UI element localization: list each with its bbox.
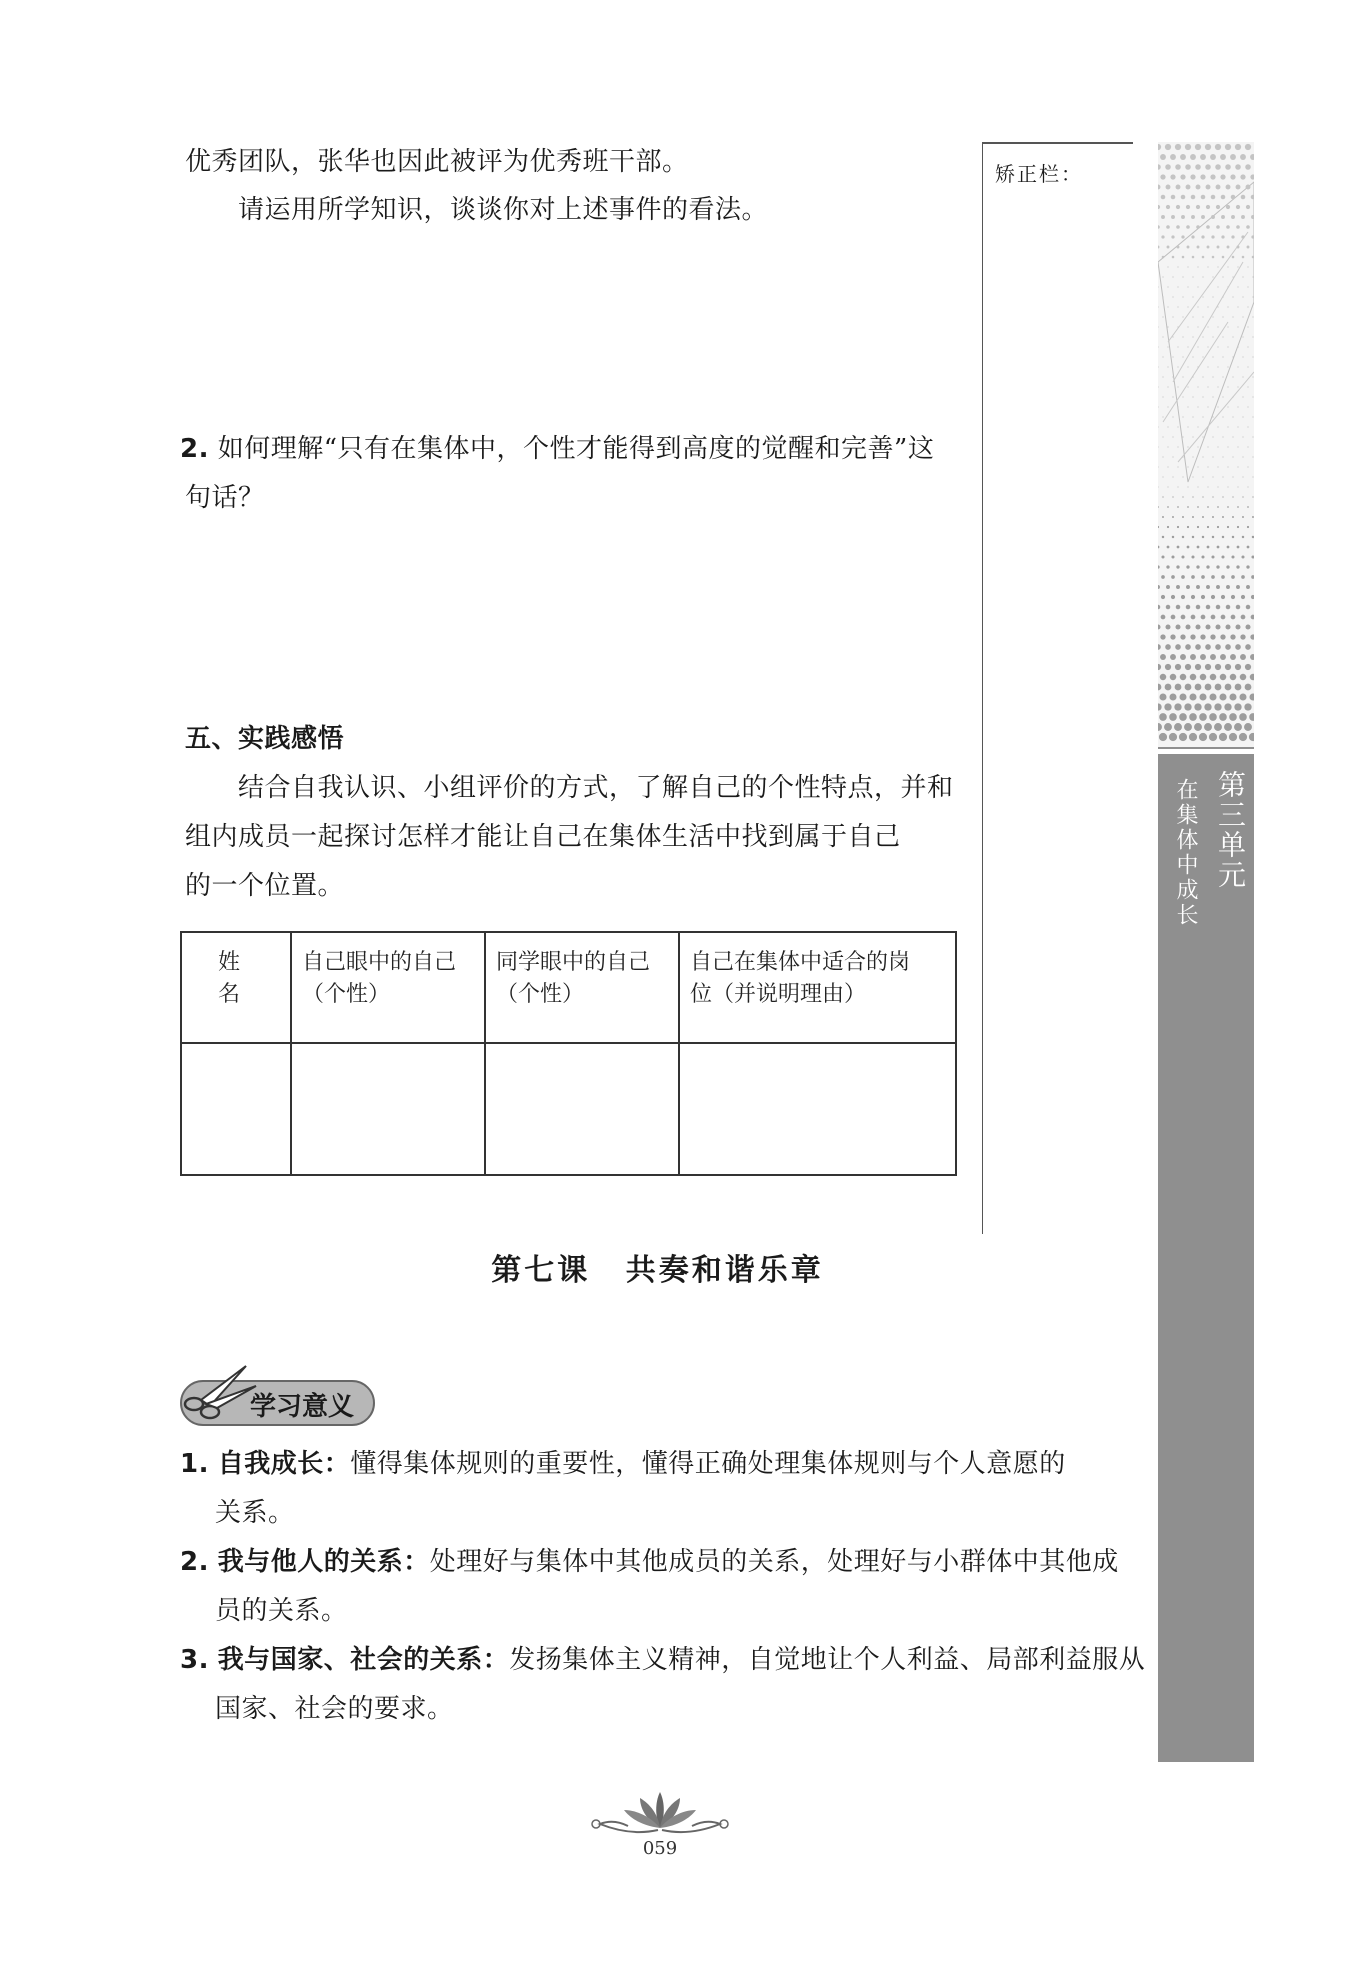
question-2-line-2: 句话？ (185, 483, 265, 513)
badge-label: 学习意义 (250, 1392, 355, 1422)
answer-classmate-view-cell[interactable] (485, 1043, 679, 1175)
learning-item-2 (180, 1538, 1119, 1587)
answer-name-cell[interactable] (181, 1043, 291, 1175)
learning-item-3-title: 我与国家、社会的关系： (217, 1645, 510, 1675)
section-5-heading: 五、实践感悟 (185, 724, 345, 754)
section-5-line-1: 结合自我认识、小组评价的方式，了解自己的个性特点，并和 (238, 773, 954, 803)
question-2-line-1: 如何理解“只有在集体中，个性才能得到高度的觉醒和完善”这 (217, 434, 935, 464)
header-self-view-line-2: （个性） (302, 982, 391, 1007)
section-5-line-2: 组内成员一起探讨怎样才能让自己在集体生活中找到属于自己 (185, 822, 901, 852)
learning-item-1-number: 1. (180, 1449, 209, 1479)
scissors-icon (180, 1360, 260, 1420)
header-self-view (291, 932, 485, 1043)
unit-side-tab (1158, 142, 1254, 1762)
header-classmate-view-line-1: 同学眼中的自己 (496, 950, 651, 975)
learning-item-1 (180, 1440, 1066, 1489)
learning-item-3-line-2: 国家、社会的要求。 (215, 1694, 454, 1724)
correction-column (982, 142, 1133, 1234)
intro-line-1: 优秀团队，张华也因此被评为优秀班干部。 (185, 147, 689, 177)
intro-line-2: 请运用所学知识，谈谈你对上述事件的看法。 (238, 195, 769, 225)
header-classmate-view-line-2: （个性） (496, 982, 585, 1007)
header-classmate-view (485, 932, 679, 1043)
lesson-title: 第七课 共奏和谐乐章 (491, 1253, 824, 1288)
learning-item-2-line-1: 处理好与集体中其他成员的关系，处理好与小群体中其他成 (429, 1547, 1119, 1577)
table-header-row (181, 932, 956, 1043)
correction-label: 矫正栏： (995, 162, 1083, 186)
answer-self-view-cell[interactable] (291, 1043, 485, 1175)
learning-item-1-line-2: 关系。 (215, 1498, 295, 1528)
learning-significance-badge (180, 1360, 380, 1430)
learning-item-3 (180, 1636, 1145, 1685)
learning-item-2-title: 我与他人的关系： (217, 1547, 430, 1577)
learning-item-3-line-1: 发扬集体主义精神，自觉地让个人利益、局部利益服从 (509, 1645, 1146, 1675)
learning-item-2-line-2: 员的关系。 (215, 1596, 348, 1626)
learning-item-3-number: 3. (180, 1645, 209, 1675)
header-self-view-line-1: 自己眼中的自己 (302, 950, 457, 975)
side-tab-label-area (1158, 754, 1254, 1762)
learning-item-1-line-1: 懂得集体规则的重要性，懂得正确处理集体规则与个人意愿的 (350, 1449, 1066, 1479)
unit-number: 第三单元 (1214, 770, 1247, 890)
header-suitable-position-line-2: 位（并说明理由） (690, 982, 867, 1007)
question-2-number: 2. (180, 434, 209, 464)
side-tab-pattern (1158, 142, 1254, 747)
question-2 (180, 425, 934, 474)
answer-suitable-position-cell[interactable] (679, 1043, 956, 1175)
table-answer-row (181, 1043, 956, 1175)
learning-item-2-number: 2. (180, 1547, 209, 1577)
header-suitable-position (679, 932, 956, 1043)
leaf-ornament-icon (580, 1788, 740, 1838)
header-name: 姓 名 (181, 932, 291, 1043)
unit-title: 在集体中成长 (1173, 778, 1198, 928)
practice-table (180, 931, 957, 1176)
page-number: 059 (642, 1838, 678, 1859)
section-5-line-3: 的一个位置。 (185, 871, 345, 901)
learning-item-1-title: 自我成长： (217, 1449, 351, 1479)
halftone-pattern-icon (1158, 142, 1254, 747)
header-suitable-position-line-1: 自己在集体中适合的岗 (690, 950, 911, 975)
